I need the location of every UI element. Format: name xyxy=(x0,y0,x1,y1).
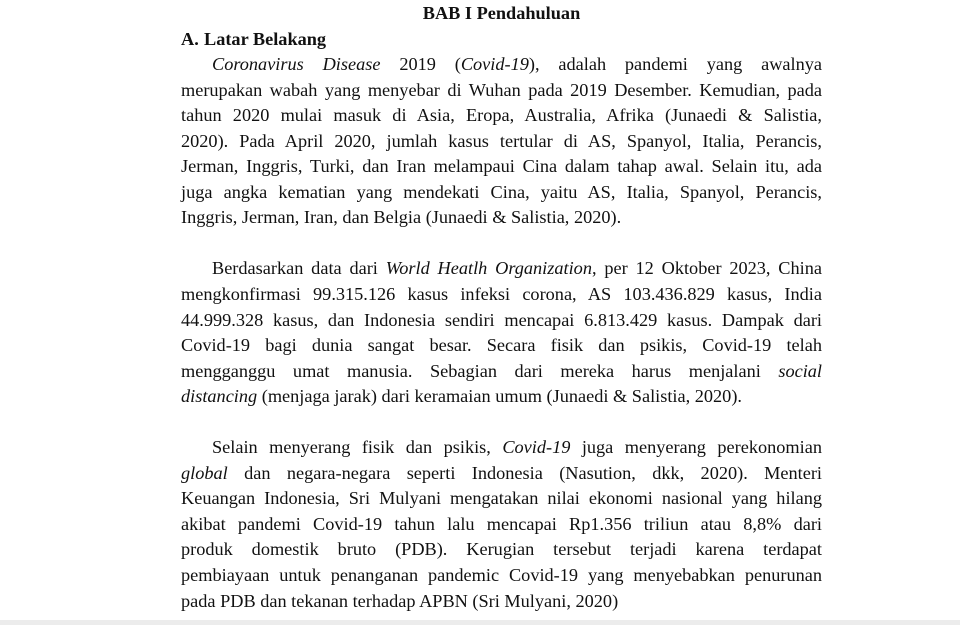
paragraph xyxy=(181,52,822,231)
text-segment: Berdasarkan data dari xyxy=(212,258,386,279)
text-line xyxy=(181,461,822,487)
text-segment: mengkonfirmasi 99.315.126 kasus infeksi corona, AS 103.436.829 kasus, India xyxy=(181,284,822,305)
text-line xyxy=(181,78,822,104)
text-segment: pada PDB dan tekanan terhadap APBN (Sri Mulyani, 2020) xyxy=(181,590,619,611)
text-line xyxy=(181,537,822,563)
text-line xyxy=(181,282,822,308)
italic-text: distancing xyxy=(181,386,258,407)
paragraph xyxy=(181,435,822,614)
italic-text: global xyxy=(181,462,228,483)
italic-text: Covid-19 xyxy=(502,437,571,458)
text-segment: produk domestik bruto (PDB). Kerugian tersebut terjadi karena terdapat xyxy=(181,539,822,560)
text-line xyxy=(181,52,822,78)
section-heading-text: Latar Belakang xyxy=(204,28,327,49)
text-segment: Jerman, Inggris, Turki, dan Iran melampaui Cina dalam tahap awal. Selain itu, ada xyxy=(181,156,822,177)
text-line xyxy=(181,384,822,410)
text-line xyxy=(181,563,822,589)
text-line xyxy=(181,435,822,461)
text-line xyxy=(181,512,822,538)
text-line xyxy=(181,486,822,512)
section-heading xyxy=(181,27,822,53)
section-number: A. xyxy=(181,28,199,49)
text-segment: , per 12 Oktober 2023, China xyxy=(591,258,822,279)
text-line xyxy=(181,308,822,334)
body-text xyxy=(181,52,822,614)
text-line xyxy=(181,589,822,615)
text-line xyxy=(181,103,822,129)
text-segment: Keuangan Indonesia, Sri Mulyani mengatakan nilai ekonomi nasional yang hilang xyxy=(181,488,822,509)
italic-text: Coronavirus Disease xyxy=(212,54,381,75)
italic-text: Covid-19 xyxy=(460,54,529,75)
text-segment: juga angka kematian yang mendekati Cina, yaitu AS, Italia, Spanyol, Perancis, xyxy=(181,181,822,202)
paragraph-spacer xyxy=(181,231,822,257)
page-bottom-edge xyxy=(0,620,960,625)
text-segment: tahun 2020 mulai masuk di Asia, Eropa, Australia, Afrika (Junaedi & Salistia, xyxy=(181,105,822,126)
italic-text: social xyxy=(778,360,822,381)
text-segment: Inggris, Jerman, Iran, dan Belgia (Junaedi & Salistia, 2020). xyxy=(181,207,622,228)
text-segment: merupakan wabah yang menyebar di Wuhan pada 2019 Desember. Kemudian, pada xyxy=(181,79,822,100)
document-page xyxy=(181,1,822,614)
text-line xyxy=(181,333,822,359)
italic-text: World Heatlh Organization xyxy=(385,258,592,279)
text-line xyxy=(181,205,822,231)
text-line xyxy=(181,129,822,155)
text-segment: dan negara-negara seperti Indonesia (Nasution, dkk, 2020). Menteri xyxy=(227,462,822,483)
text-segment: mengganggu umat manusia. Sebagian dari mereka harus menjalani xyxy=(181,360,779,381)
text-segment: pembiayaan untuk penanganan pandemic Covid-19 yang menyebabkan penurunan xyxy=(181,565,822,586)
chapter-title: BAB I Pendahuluan xyxy=(422,3,581,23)
paragraph xyxy=(181,256,822,409)
text-segment: ), adalah pandemi yang awalnya xyxy=(528,54,822,75)
text-line xyxy=(181,154,822,180)
text-segment: akibat pandemi Covid-19 tahun lalu mencapai Rp1.356 triliun atau 8,8% dari xyxy=(181,513,822,534)
paragraph-spacer xyxy=(181,410,822,436)
text-line xyxy=(181,180,822,206)
text-segment: 2020). Pada April 2020, jumlah kasus tertular di AS, Spanyol, Italia, Perancis, xyxy=(181,130,822,151)
text-segment: juga menyerang perekonomian xyxy=(570,437,822,458)
text-segment: Covid-19 bagi dunia sangat besar. Secara fisik dan psikis, Covid-19 telah xyxy=(181,335,822,356)
text-segment: (menjaga jarak) dari keramaian umum (Junaedi & Salistia, 2020). xyxy=(257,386,742,407)
text-segment: Selain menyerang fisik dan psikis, xyxy=(212,437,503,458)
text-segment: 44.999.328 kasus, dan Indonesia sendiri mencapai 6.813.429 kasus. Dampak dari xyxy=(181,309,822,330)
text-line xyxy=(181,359,822,385)
text-line xyxy=(181,256,822,282)
text-segment: 2019 ( xyxy=(380,54,461,75)
